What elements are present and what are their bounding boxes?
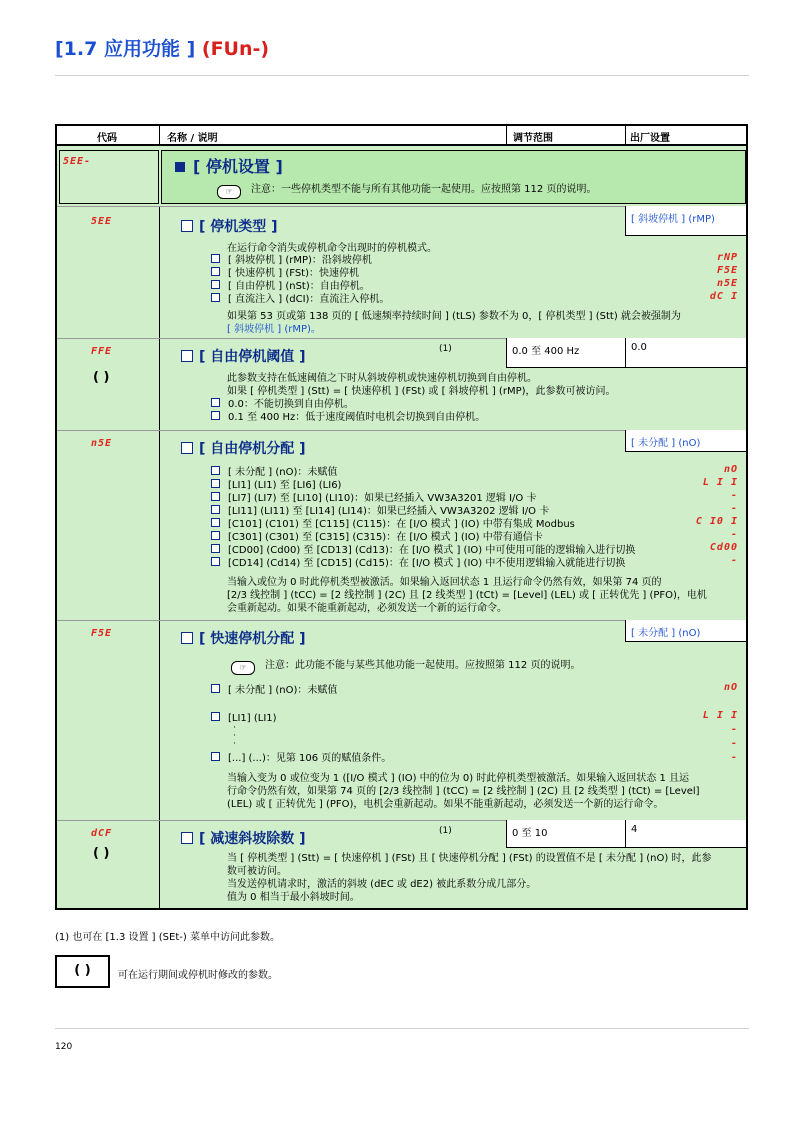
- header-default: 出厂设置: [630, 133, 670, 144]
- stop-type-intro: 在运行命令消失或停机命令出现时的停机模式。: [227, 243, 437, 254]
- dcf-desc-4: 值为 0 相当于最小斜坡时间。: [227, 892, 360, 903]
- stop-type-note-1: 如果第 53 页或第 138 页的 [ 低速频率持续时间 ] (tLS) 参数不为 0，[ 停机类型 ] (Stt) 就会被强制为: [227, 311, 681, 322]
- freewheel-threshold-title: [ 自由停机阈值 ]: [181, 346, 306, 366]
- code-stt: 5EE: [91, 216, 113, 227]
- code-no: nO: [723, 682, 738, 693]
- modifiable-icon: ( ): [93, 370, 110, 385]
- nst-desc-1: 当输入或位为 0 时此停机类型被激活。如果输入返回状态 1 且运行命令仍然有效，如果第 74 页的: [227, 577, 662, 588]
- code-dci: dC I: [709, 291, 738, 302]
- legend-text: 可在运行期间或停机时修改的参数。: [118, 970, 278, 981]
- opt-nst-0: [ 未分配 ] (nO)：未赋值: [211, 466, 337, 479]
- page-title: [1.7 应用功能 ] (FUn-): [55, 38, 270, 60]
- stop-type-title: [ 停机类型 ]: [181, 216, 278, 236]
- opt-nst: [ 自由停机 ] (nSt)：自由停机。: [211, 280, 370, 293]
- parameter-table: [55, 124, 748, 910]
- opt-fft-0: 0.0：不能切换到自由停机。: [211, 398, 354, 411]
- modifiable-icon: ( ): [93, 846, 110, 861]
- fst-desc-1: 当输入变为 0 或位变为 1 ([I/O 模式 ] (IO) 中的位为 0) 时此停机类型被激活。如果输入返回状态 1 且运: [227, 773, 690, 784]
- code-fst: F5E: [716, 265, 738, 276]
- nst-desc-2: [2/3 线控制 ] (tCC) = [2 线控制 ] (2C) 且 [2 线类型 ] (tCt) = [Level] (LEL) 或 [ 正转优先 ] (PFO)，电机: [227, 590, 707, 601]
- freewheel-assign-title: [ 自由停机分配 ]: [181, 438, 306, 458]
- opt-nst-6: [CD00] (Cd00) 至 [CD13] (Cd13)：在 [I/O 模式 ] (IO) 中可使用可能的逻辑输入进行切换: [211, 544, 635, 557]
- footnote: (1) 也可在 [1.3 设置 ] (SEt-) 菜单中访问此参数。: [55, 932, 280, 943]
- code-c101: C I0 I: [695, 516, 738, 527]
- table-header: [57, 126, 746, 146]
- opt-dci: [ 直流注入 ] (dCI)：直流注入停机。: [211, 293, 389, 306]
- stop-type-note-2: [ 斜坡停机 ] (rMP)。: [227, 324, 321, 335]
- section-decel-divider: [57, 820, 746, 910]
- opt-nst-2: [LI7] (LI7) 至 [LI10] (LI10)：如果已经插入 VW3A3201 逻辑 I/O 卡: [211, 492, 536, 505]
- page-number: 120: [55, 1042, 73, 1052]
- code-dcf: dCF: [91, 828, 113, 839]
- footnote-ref: (1): [439, 826, 452, 836]
- stop-settings-title: [ 停机设置 ]: [175, 154, 283, 177]
- section-fast-stop-assign: [57, 620, 746, 820]
- section-stop-type: [57, 206, 746, 338]
- dcf-range: 0 至 10: [506, 820, 626, 848]
- hand-icon: ☞: [217, 185, 241, 199]
- code-cd00: Cd00: [709, 542, 738, 553]
- code-nst: n5E: [716, 278, 738, 289]
- code-rmp: rNP: [716, 252, 738, 263]
- code-fst-assign: F5E: [91, 628, 113, 639]
- fst-desc-2: 行命令仍然有效，如果第 74 页的 [2/3 线控制 ] (tCC) = [2 线控制 ] (2C) 且 [2 线类型 ] (tCt) = [Level]: [227, 786, 700, 797]
- hand-icon: ☞: [231, 661, 255, 675]
- fast-stop-assign-title: [ 快速停机分配 ]: [181, 628, 306, 648]
- dcf-desc-1: 当 [ 停机类型 ] (Stt) = [ 快速停机 ] (FSt) 且 [ 快速停机分配 ] (FSt) 的设置值不是 [ 未分配 ] (nO) 时，此参: [227, 853, 712, 864]
- opt-rmp: [ 斜坡停机 ] (rMP)：沿斜坡停机: [211, 254, 372, 267]
- code-no: nO: [723, 464, 738, 475]
- code-dash: -: [730, 752, 738, 763]
- code-dash: -: [730, 555, 738, 566]
- code-dash: -: [730, 490, 738, 501]
- fft-default: 0.0: [625, 338, 746, 368]
- dcf-desc-3: 当发送停机请求时，激活的斜坡 (dEC 或 dE2) 被此系数分成几部分。: [227, 879, 537, 890]
- opt-nst-4: [C101] (C101) 至 [C115] (C115)：在 [I/O 模式 ] (IO) 中带有集成 Modbus: [211, 518, 575, 531]
- dcf-desc-2: 数可被访问。: [227, 866, 287, 877]
- code-nst: n5E: [91, 438, 113, 449]
- code-fft: FFE: [91, 346, 113, 357]
- opt-nst-7: [CD14] (Cd14) 至 [CD15] (Cd15)：在 [I/O 模式 ] (IO) 中不使用逻辑输入就能进行切换: [211, 557, 625, 570]
- code-li1: L I I: [702, 477, 738, 488]
- footnote-ref: (1): [439, 344, 452, 354]
- nst-default: [ 未分配 ] (nO): [625, 430, 746, 452]
- nst-desc-3: 会重新起动。如果不能重新起动，必须发送一个新的运行命令。: [227, 603, 507, 614]
- opt-fst-other: [...] (...)：见第 106 页的赋值条件。: [211, 752, 391, 765]
- stop-settings-note: ☞ 注意：一些停机类型不能与所有其他功能一起使用。应按照第 112 页的说明。: [217, 180, 596, 199]
- legend-icon: ( ): [55, 955, 110, 988]
- decel-divider-title: [ 减速斜坡除数 ]: [181, 828, 306, 848]
- fst-default: [ 未分配 ] (nO): [625, 620, 746, 642]
- opt-fst-no: [ 未分配 ] (nO)：未赋值: [211, 684, 337, 697]
- header-name: 名称 / 说明: [167, 133, 218, 144]
- section-freewheel-threshold: [57, 338, 746, 430]
- opt-fst-li1: [LI1] (LI1): [211, 712, 277, 725]
- opt-nst-3: [LI11] (LI11) 至 [LI14] (LI14)：如果已经插入 VW3A3202 逻辑 I/O 卡: [211, 505, 549, 518]
- opt-fft-1: 0.1 至 400 Hz：低于速度阈值时电机会切换到自由停机。: [211, 411, 485, 424]
- section-freewheel-assign: [57, 430, 746, 620]
- dcf-default: 4: [625, 820, 746, 848]
- ellipsis: · · ·: [233, 723, 236, 749]
- header-range: 调节范围: [513, 133, 553, 144]
- header-code: 代码: [97, 133, 117, 144]
- code-dash: -: [730, 738, 738, 749]
- fst-desc-3: (LEL) 或 [ 正转优先 ] (PFO)，电机会重新起动。如果不能重新起动，必须发送一个新的运行命令。: [227, 799, 664, 810]
- fft-range: 0.0 至 400 Hz: [506, 338, 626, 368]
- code-stc: 5EE-: [63, 156, 92, 167]
- opt-nst-1: [LI1] (LI1) 至 [LI6] (LI6): [211, 479, 341, 492]
- code-dash: -: [730, 724, 738, 735]
- fft-desc-1: 此参数支持在低速阈值之下时从斜坡停机或快速停机切换到自由停机。: [227, 373, 537, 384]
- code-dash: -: [730, 529, 738, 540]
- fst-note: ☞ 注意：此功能不能与某些其他功能一起使用。应按照第 112 页的说明。: [231, 656, 580, 675]
- code-li1: L I I: [702, 710, 738, 721]
- stop-type-default: [ 斜坡停机 ] (rMP): [625, 206, 746, 236]
- opt-fst: [ 快速停机 ] (FSt)：快速停机: [211, 267, 359, 280]
- code-dash: -: [730, 503, 738, 514]
- opt-nst-5: [C301] (C301) 至 [C315] (C315)：在 [I/O 模式 ] (IO) 中带有通信卡: [211, 531, 543, 544]
- top-rule: [55, 75, 749, 76]
- section-stop-settings: [57, 146, 746, 206]
- bottom-rule: [55, 1028, 749, 1029]
- fft-desc-2: 如果 [ 停机类型 ] (Stt) = [ 快速停机 ] (FSt) 或 [ 斜坡停机 ] (rMP)，此参数可被访问。: [227, 386, 616, 397]
